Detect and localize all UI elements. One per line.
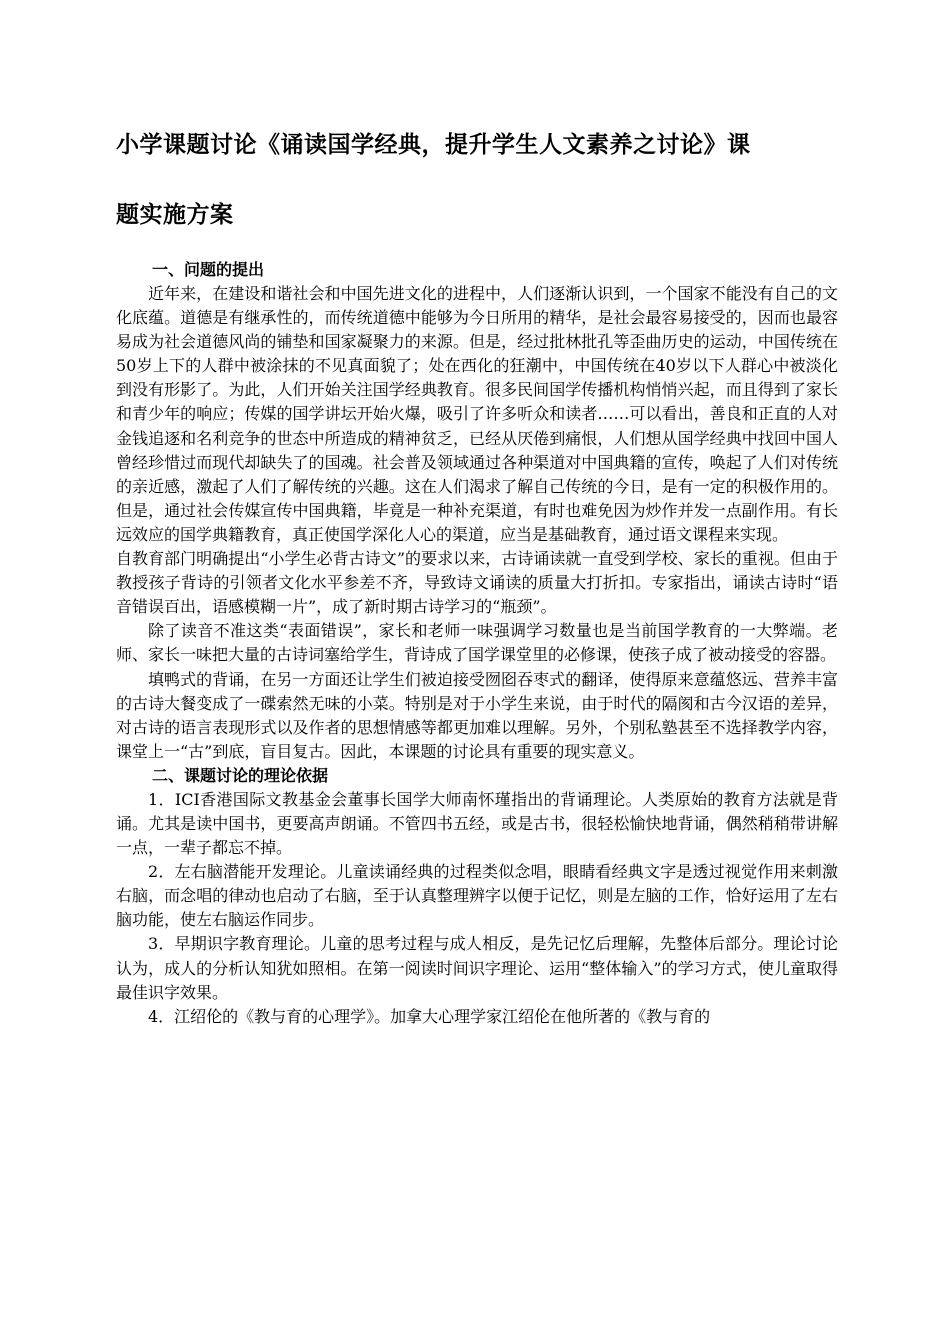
paragraph: 1．ICI香港国际文教基金会董事长国学大师南怀瑾指出的背诵理论。人类原始的教育方法就是背诵。尤其是读中国书，更要高声朗诵。不管四书五经，或是古书，很轻松愉快地背诵，偶然稍稍带讲解一点，一辈子都忘不掉。	[116, 789, 838, 858]
paragraph: 除了读音不准这类“表面错误”，家长和老师一味强调学习数量也是当前国学教育的一大弊端。老师、家长一味把大量的古诗词塞给学生，背诗成了国学课堂里的必修课，使孩子成了被动接受的容器。	[116, 621, 838, 665]
section-heading-theory: 二、课题讨论的理论依据	[152, 765, 329, 785]
document-page	[116, 128, 838, 1029]
paragraph: 3．早期识字教育理论。儿童的思考过程与成人相反，是先记忆后理解，先整体后部分。理论讨论认为，成人的分析认知犹如照相。在第一阅读时间识字理论、运用“整体输入”的学习方式，使儿童取得最佳识字效果。	[116, 934, 838, 1002]
document-title-line-1: 小学课题讨论《诵读国学经典，提升学生人文素养之讨论》课	[116, 132, 751, 158]
paragraph: 填鸭式的背诵，在另一方面还让学生们被迫接受囫囵吞枣式的翻译，使得原来意蕴悠远、营养丰富的古诗大餐变成了一碟索然无味的小菜。特别是对于小学生来说，由于时代的隔阂和古今汉语的差异，对古诗的语言表现形式以及作者的思想情感等都更加难以理解。另外，个别私塾甚至不选择教学内容，课堂上一“古”到底，盲目复古。因此，本课题的讨论具有重要的现实意义。	[116, 669, 838, 761]
paragraph: 4．江绍伦的《教与育的心理学》。加拿大心理学家江绍伦在他所著的《教与育的	[148, 1006, 711, 1026]
paragraph: 自教育部门明确提出“小学生必背古诗文”的要求以来，古诗诵读就一直受到学校、家长的重视。但由于教授孩子背诗的引领者文化水平参差不齐，导致诗文诵读的质量大打折扣。专家指出，诵读古诗时“语音错误百出，语感模糊一片”，成了新时期古诗学习的“瓶颈”。	[116, 549, 838, 617]
paragraph: 近年来，在建设和谐社会和中国先进文化的进程中，人们逐渐认识到，一个国家不能没有自己的文化底蕴。道德是有继承性的，而传统道德中能够为今日所用的精华，是社会最容易接受的，因而也最容易成为社会道德风尚的铺垫和国家凝聚力的来源。但是，经过批林批孔等歪曲历史的运动，中国传统在50岁上下的人群中被涂抹的不见真面貌了；处在西化的狂潮中，中国传统在40岁以下人群心中被淡化到没有形影了。为此，人们开始关注国学经典教育。很多民间国学传播机构悄悄兴起，而且得到了家长和青少年的响应；传媒的国学讲坛开始火爆，吸引了许多听众和读者……可以看出，善良和正直的人对金钱追逐和名利竞争的世态中所造成的精神贫乏，已经从厌倦到痛恨，人们想从国学经典中找回中国人曾经珍惜过而现代却缺失了的国魂。社会普及领域通过各种渠道对中国典籍的宣传，唤起了人们对传统的亲近感，激起了人们了解传统的兴趣。这在人们渴求了解自己传统的今日，是有一定的积极作用的。但是，通过社会传媒宣传中国典籍，毕竟是一种补充渠道，有时也难免因为炒作并发一点副作用。有长远效应的国学典籍教育，真正使国学深化人心的渠道，应当是基础教育，通过语文课程来实现。	[116, 284, 838, 544]
paragraph: 2．左右脑潜能开发理论。儿童读诵经典的过程类似念唱，眼睛看经典文字是透过视觉作用来刺激右脑，而念唱的律动也启动了右脑，至于认真整理辨字以便于记忆，则是左脑的工作，恰好运用了左右脑功能，使左右脑运作同步。	[116, 862, 838, 930]
document-title-line-2: 题实施方案	[116, 202, 234, 228]
section-heading-problem: 一、问题的提出	[152, 260, 265, 279]
